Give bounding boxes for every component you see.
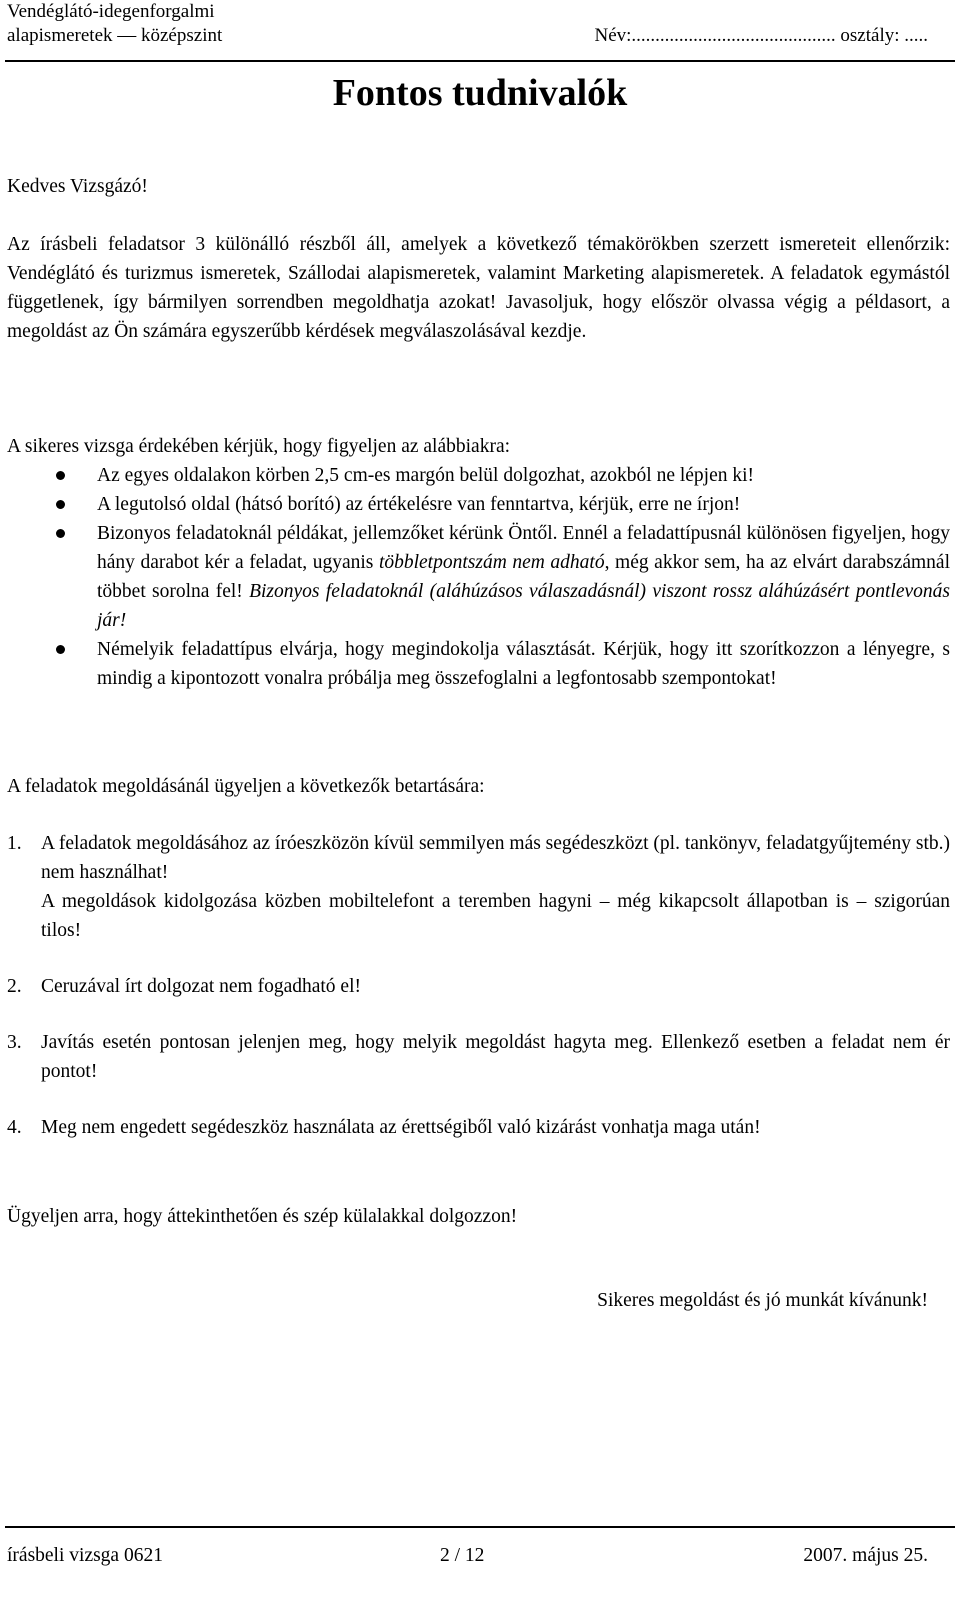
guidance-list	[56, 461, 950, 693]
guidance-item-text: Némelyik feladattípus elvárja, hogy megindokolja választását. Kérjük, hogy itt szorítkozzon a lényegre, s mindig a kipontozott vonalra próbálja meg összefoglalni a legfontosabb szempontokat!	[97, 639, 950, 689]
rule-text: Ceruzával írt dolgozat nem fogadható el!	[41, 976, 361, 997]
footer-date: 2007. május 25.	[803, 1545, 928, 1566]
guidance-item	[56, 490, 950, 519]
rules-lead: A feladatok megoldásánál ügyeljen a következők betartására:	[7, 776, 485, 797]
rules-list	[7, 829, 950, 1142]
rule-extra-text: A megoldások kidolgozása közben mobiltelefont a teremben hagyni – még kikapcsolt állapotban is – szigorúan tilos!	[41, 891, 950, 941]
header-subject-line2: alapismeretek — középszint	[7, 25, 223, 46]
rule-text: Javítás esetén pontosan jelenjen meg, hogy melyik megoldást hagyta meg. Ellenkező esetben a feladat nem ér pontot!	[41, 1032, 950, 1082]
guidance-item-text: A legutolsó oldal (hátsó borító) az értékelésre van fenntartva, kérjük, erre ne írjon!	[97, 494, 741, 515]
page-title: Fontos tudnivalók	[332, 72, 628, 114]
rule-text: A feladatok megoldásához az íróeszközön kívül semmilyen más segédeszközt (pl. tankönyv, feladatgyűjtemény stb.) nem használhat!	[41, 833, 951, 883]
guidance-item-text: Az egyes oldalakon körben 2,5 cm-es margón belül dolgozhat, azokból ne lépjen ki!	[97, 465, 755, 486]
rule-item	[7, 1028, 950, 1086]
rule-number: 2.	[7, 976, 22, 997]
header-subject-line1: Vendéglátó-idegenforgalmi	[7, 1, 215, 22]
rule-item	[7, 1113, 950, 1142]
closing-wish: Sikeres megoldást és jó munkát kívánunk!	[597, 1290, 928, 1311]
greeting: Kedves Vizsgázó!	[7, 176, 148, 197]
footer-divider	[5, 1526, 955, 1528]
rule-text: Meg nem engedett segédeszköz használata az érettségiből való kizárást vonhatja maga után!	[41, 1117, 761, 1138]
intro-paragraph: Az írásbeli feladatsor 3 különálló részből áll, amelyek a következő témakörökben szerzett ismereteit ellenőrzik: Vendéglátó és turizmus ismeretek, Szállodai alapismeretek, valamint Marketing alapismeretek. A feladatok egymástól függetlenek, így bármilyen sorrendben megoldhatja azokat! Javasoljuk, hogy először olvassa végig a példasort, a megoldást az Ön számára egyszerűbb kérdések megválaszolásával kezdje.	[7, 234, 950, 342]
bullet-icon	[56, 471, 65, 480]
bullet-icon	[56, 500, 65, 509]
closing-note: Ügyeljen arra, hogy áttekinthetően és szép külalakkal dolgozzon!	[7, 1206, 518, 1227]
rule-number: 3.	[7, 1032, 22, 1053]
bullet-icon	[56, 529, 65, 538]
guidance-item-emphasis: többletpontszám nem adható	[378, 552, 605, 573]
guidance-item-text: Bizonyos feladatoknál példákat, jellemzőket kérünk Öntől. Ennél a feladattípusnál különösen figyeljen, hogy hány darabot kér a feladat, ugyanis	[97, 523, 950, 573]
guidance-item-text: , még akkor sem, ha az elvárt darabszámnál többet sorolna fel!	[97, 552, 950, 602]
rule-item	[7, 972, 950, 1001]
footer-exam-code: írásbeli vizsga 0621	[7, 1545, 163, 1566]
footer-page-number: 2 / 12	[440, 1545, 485, 1566]
guidance-item	[56, 635, 950, 693]
guidance-item	[56, 519, 950, 635]
rule-number: 4.	[7, 1117, 22, 1138]
guidance-item-emphasis: Bizonyos feladatoknál (aláhúzásos válaszadásnál) viszont rossz aláhúzásért pontlevonás jár!	[97, 581, 950, 631]
rule-number: 1.	[7, 833, 22, 854]
header-divider	[5, 60, 955, 62]
guidance-item	[56, 461, 950, 490]
bullet-icon	[56, 645, 65, 654]
guidance-lead: A sikeres vizsga érdekében kérjük, hogy figyeljen az alábbiakra:	[7, 436, 511, 457]
header-name-class: Név:........................................... osztály: .....	[594, 25, 928, 46]
rule-item	[7, 829, 950, 945]
